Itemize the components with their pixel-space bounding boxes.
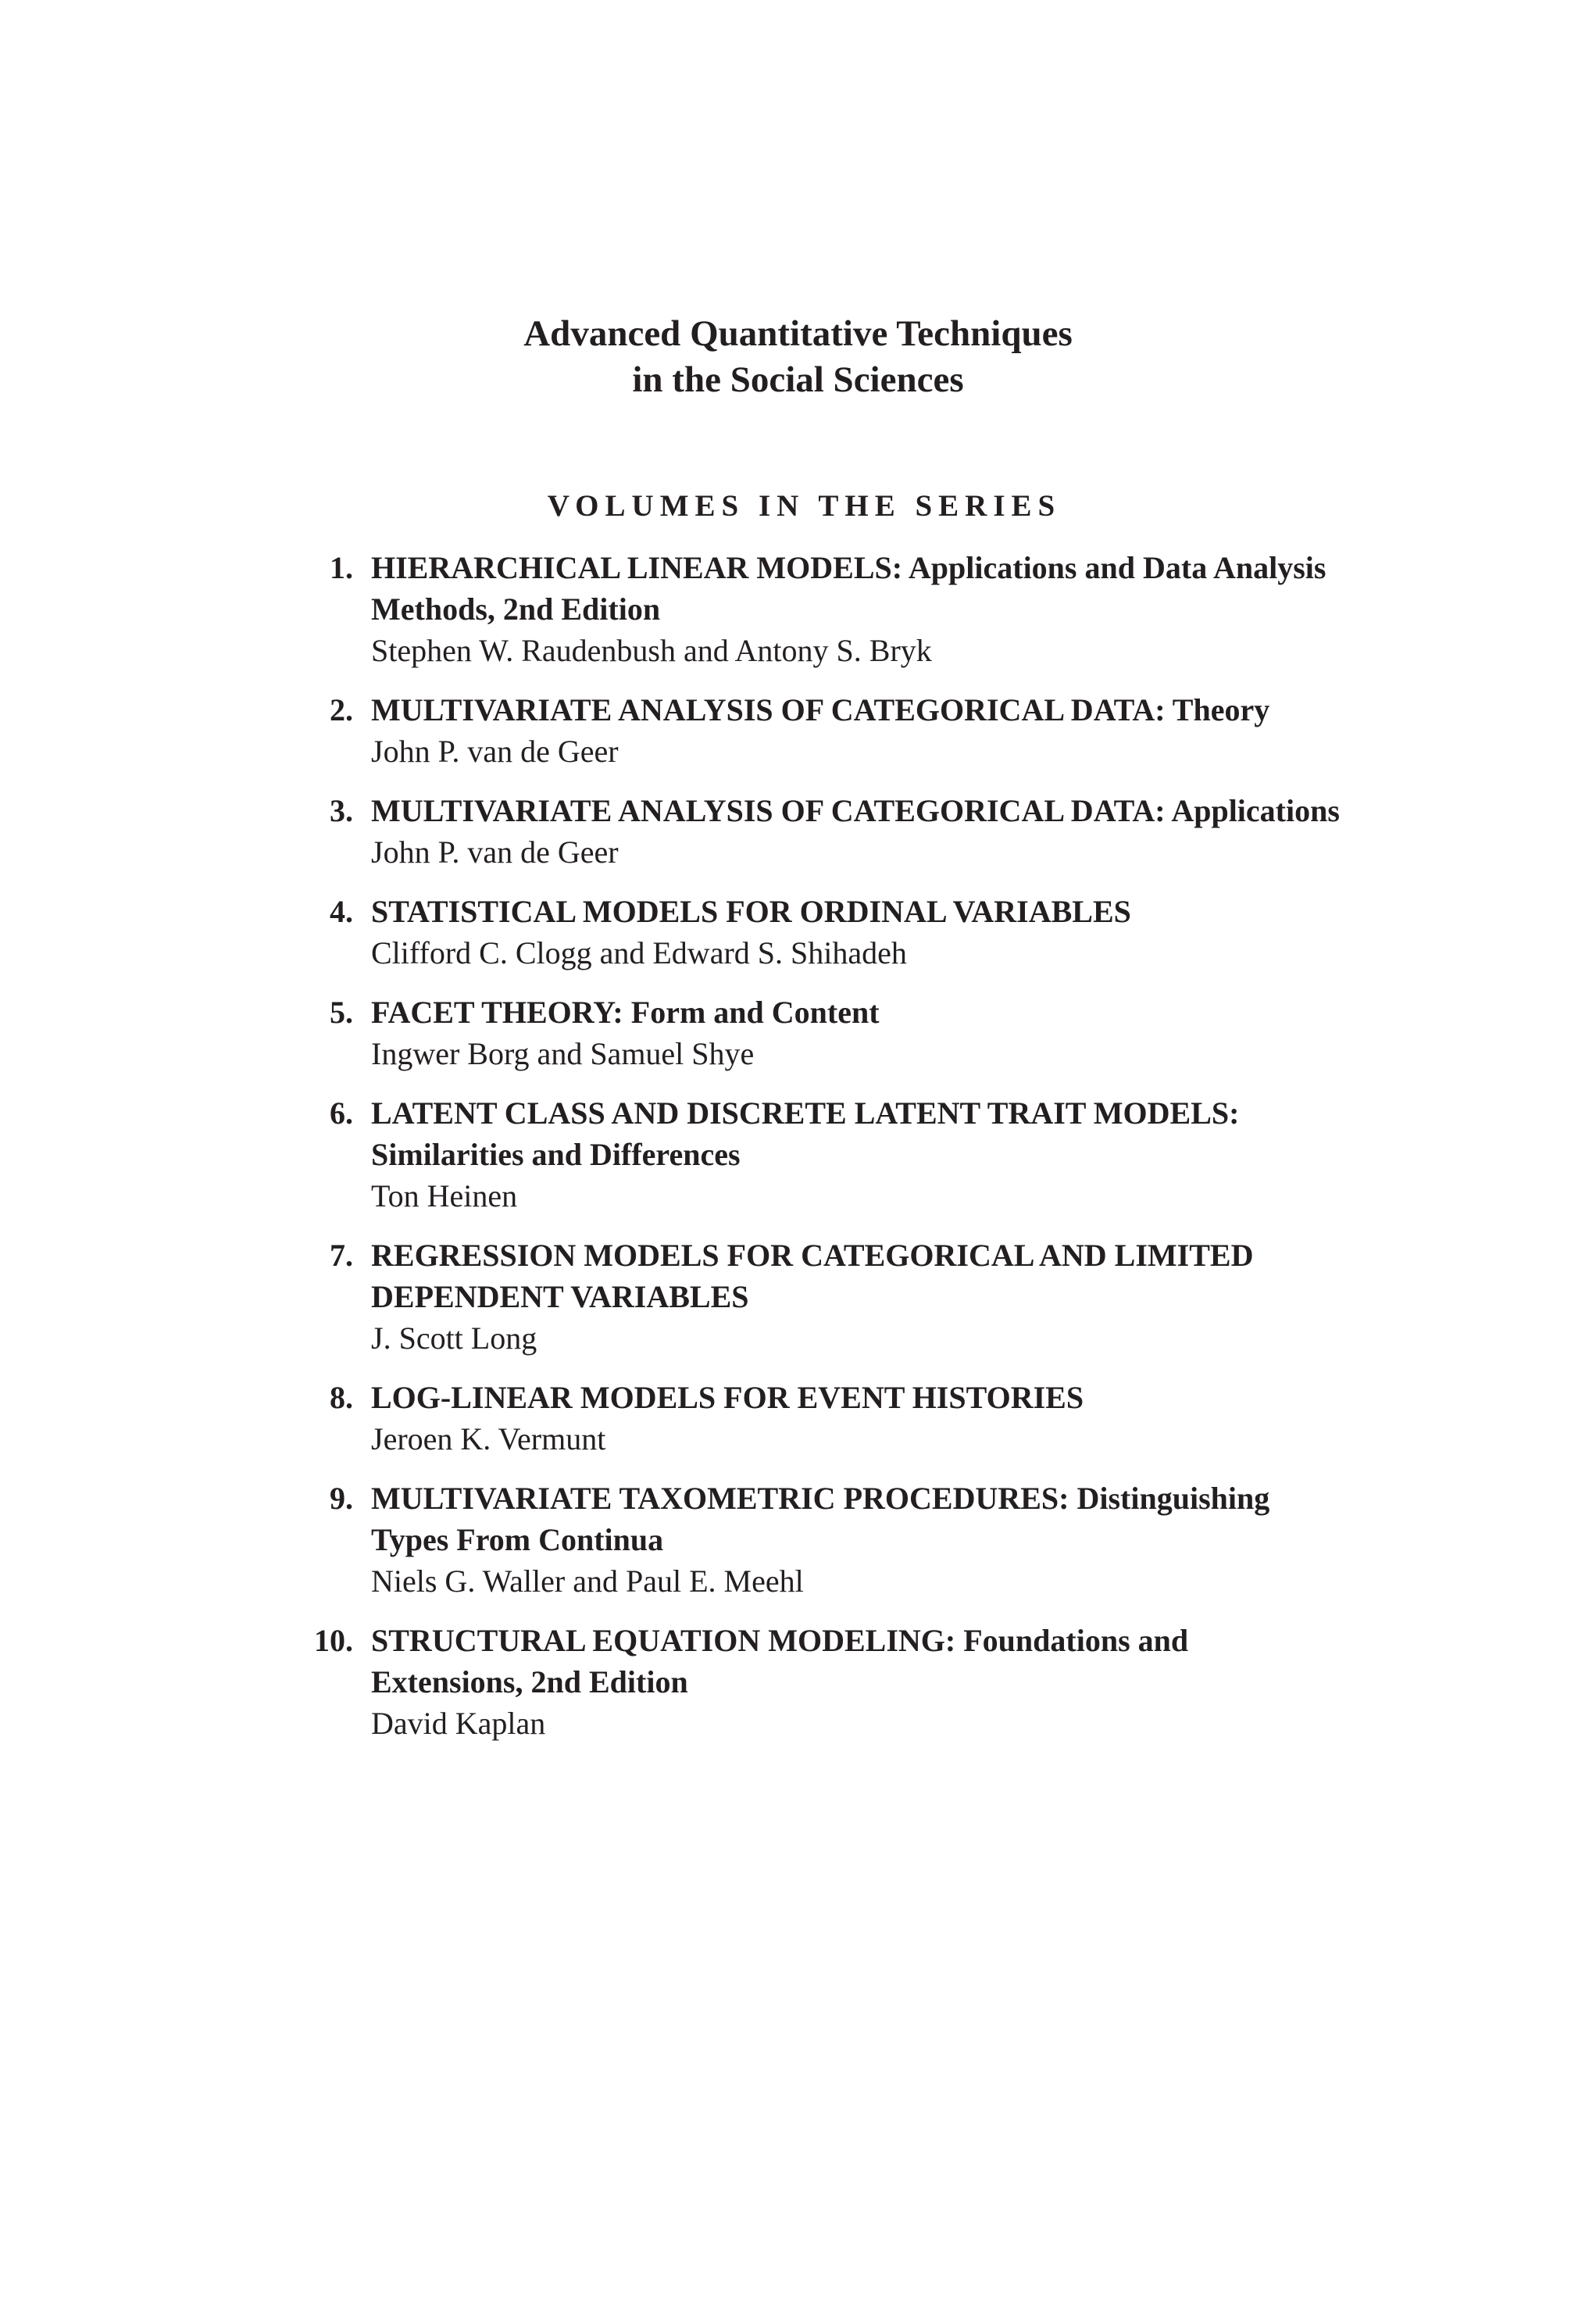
volume-authors: Jeroen K. Vermunt: [371, 1421, 606, 1456]
volume-authors: Ton Heinen: [371, 1178, 518, 1213]
volume-title-line: STATISTICAL MODELS FOR ORDINAL VARIABLES: [371, 894, 1131, 929]
volume-title: [371, 1620, 1348, 1703]
volume-title: [371, 547, 1348, 630]
volume-number: 4.: [330, 894, 353, 929]
series-title: [0, 311, 1596, 403]
volume-title-line: Types From Continua: [371, 1522, 664, 1557]
volume-authors: Ingwer Borg and Samuel Shye: [371, 1036, 755, 1071]
volume-title-line: DEPENDENT VARIABLES: [371, 1279, 749, 1314]
volume-title-line: MULTIVARIATE ANALYSIS OF CATEGORICAL DATA: Applications: [371, 793, 1340, 828]
volume-body: [371, 891, 1348, 974]
volume-body: [371, 1377, 1348, 1460]
volume-title: [371, 1092, 1348, 1175]
volume-number: 1.: [330, 550, 353, 585]
series-title-line-2: in the Social Sciences: [632, 359, 964, 400]
volume-title: [371, 790, 1348, 831]
volume-authors: Stephen W. Raudenbush and Antony S. Bryk: [371, 633, 932, 668]
volume-authors: David Kaplan: [371, 1706, 546, 1741]
volumes-heading: VOLUMES IN THE SERIES: [547, 489, 1062, 523]
volume-title: [371, 992, 1348, 1033]
volume-body: [371, 689, 1348, 772]
volume-number: 10.: [314, 1623, 353, 1658]
volume-body: [371, 790, 1348, 873]
volume-title: [371, 1478, 1348, 1560]
volume-title-line: FACET THEORY: Form and Content: [371, 995, 880, 1030]
volume-number: 5.: [330, 995, 353, 1030]
volume-number: 9.: [330, 1481, 353, 1516]
volume-title: [371, 1235, 1348, 1317]
volume-title: [371, 891, 1348, 932]
volume-number: 7.: [330, 1238, 353, 1273]
volume-body: [371, 1620, 1348, 1744]
volume-title-line: MULTIVARIATE ANALYSIS OF CATEGORICAL DATA: Theory: [371, 692, 1270, 727]
volume-number: 6.: [330, 1095, 353, 1131]
volume-body: [371, 1092, 1348, 1217]
volume-number: 8.: [330, 1380, 353, 1415]
volume-authors: John P. van de Geer: [371, 834, 619, 870]
volume-number: 3.: [330, 793, 353, 828]
volume-authors: J. Scott Long: [371, 1320, 537, 1356]
volume-title-line: LATENT CLASS AND DISCRETE LATENT TRAIT MODELS:: [371, 1095, 1240, 1131]
volume-title-line: Methods, 2nd Edition: [371, 591, 661, 627]
volume-authors: John P. van de Geer: [371, 734, 619, 769]
volume-title-line: Extensions, 2nd Edition: [371, 1664, 688, 1699]
volume-title-line: LOG-LINEAR MODELS FOR EVENT HISTORIES: [371, 1380, 1084, 1415]
volume-title: [371, 1377, 1348, 1418]
volume-number: 2.: [330, 692, 353, 727]
volume-body: [371, 992, 1348, 1074]
volume-body: [371, 1235, 1348, 1359]
volume-title-line: Similarities and Differences: [371, 1137, 741, 1172]
volume-title-line: HIERARCHICAL LINEAR MODELS: Applications and Data Analysis: [371, 550, 1326, 585]
volume-title: [371, 689, 1348, 731]
volume-authors: Clifford C. Clogg and Edward S. Shihadeh: [371, 935, 907, 970]
volume-title-line: MULTIVARIATE TAXOMETRIC PROCEDURES: Distinguishing: [371, 1481, 1270, 1516]
volume-title-line: REGRESSION MODELS FOR CATEGORICAL AND LIMITED: [371, 1238, 1254, 1273]
volume-authors: Niels G. Waller and Paul E. Meehl: [371, 1563, 804, 1599]
volume-body: [371, 547, 1348, 671]
series-title-line-1: Advanced Quantitative Techniques: [523, 313, 1073, 354]
volume-title-line: STRUCTURAL EQUATION MODELING: Foundations and: [371, 1623, 1189, 1658]
volume-body: [371, 1478, 1348, 1602]
